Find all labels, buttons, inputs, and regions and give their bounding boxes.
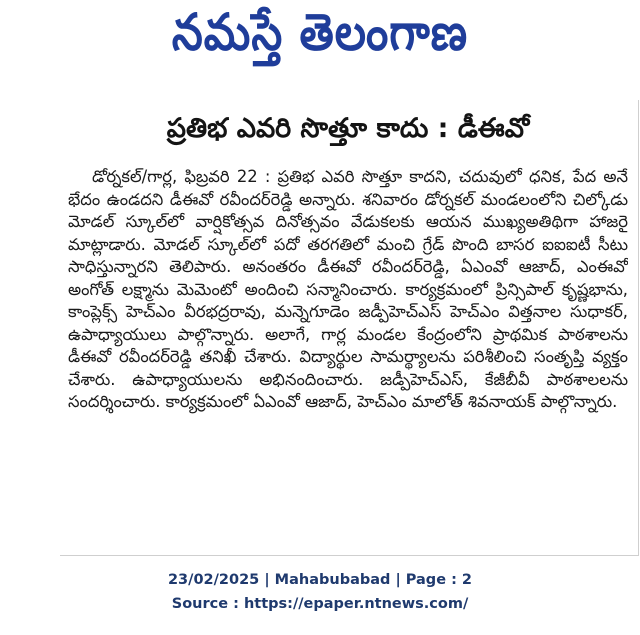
source-link[interactable]: Source : https://epaper.ntnews.com/ xyxy=(171,596,469,612)
article-body: డోర్నకల్/గార్ల, ఫిబ్రవరి 22 : ప్రతిభ ఎవరి సొత్తూ కాదని, చదువులో ధనిక, పేద అనే భేదం ఉండదని డీఈవో రవీందర్‌రెడ్డి అన్నారు. శనివారం డోర్నకల్ మండలంలోని చిల్కోడు మోడల్ స్కూల్‌లో వార్షికోత్సవ దినోత్సవం వేడుకలకు ఆయన ముఖ్యఅతిథిగా హాజరై మాట్లాడారు. మోడల్ స్కూల్‌లో పదో తరగతిలో మంచి గ్రేడ్ పొంది బాసర ఐఐఐటీ సీటు సాధిస్తున్నారని తెలిపారు. అనంతరం డీఈవో రవీందర్‌రెడ్డి, ఏఎంవో ఆజాద్, ఎంఈవో అంగోత్ లక్ష్మాను మెమెంటో అందించి సన్మానించారు. కార్యక్రమంలో ప్రిన్సిపాల్ కృష్ణభాను, కాంప్లెక్స్ హెచ్‌ఎం వీరభద్రరావు, మన్నెగూడెం జడ్పీహెచ్ఎస్ హెచ్‌ఎం విత్తనాల సుధాకర్, ఉపాధ్యాయులు పాల్గొన్నారు. అలాగే, గార్ల మండల కేంద్రంలోని ప్రాథమిక పాఠశాలను డీఈవో రవీందర్‌రెడ్డి తనిఖీ చేశారు. విద్యార్థుల సామర్థ్యాలను పరిశీలించి సంతృప్తి వ్యక్తం చేశారు. ఉపాధ్యాయులను అభినందించారు. జడ్పీహెచ్ఎస్, కేజీబీవీ పాఠశాలలను సందర్శించారు. కార్యక్రమంలో ఏఎంవో ఆజాద్, హెచ్‌ఎం మాలోత్ శివనాయక్ పాల్గొన్నారు. xyxy=(68,167,628,411)
edition-info: 23/02/2025 | Mahabubabad | Page : 2 xyxy=(167,572,473,588)
article-headline xyxy=(88,108,608,156)
headline-text: ప్రతిభ ఎవరి సొత్తూ కాదు : డీఈవో xyxy=(166,113,530,144)
masthead-title: నమస్తే తెలంగాణ xyxy=(171,3,469,62)
newspaper-masthead xyxy=(0,0,640,78)
